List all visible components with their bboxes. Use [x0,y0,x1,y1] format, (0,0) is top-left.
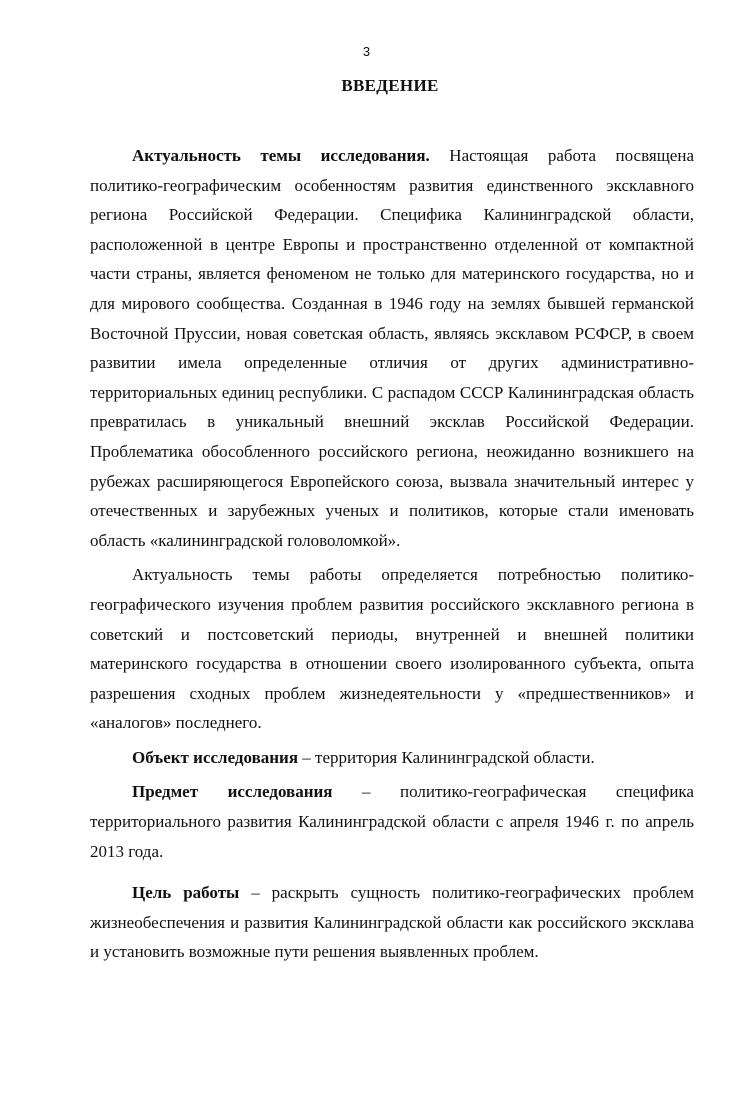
paragraph-relevance [90,141,694,555]
subject-text: – политико-географическая специфика территориального развития Калининградской области с апреля 1946 г. по апрель 2013 года. [90,782,694,861]
page-number: 3 [362,44,371,59]
relevance-label: Актуальность темы исследования. [132,146,430,165]
paragraph-subject [90,777,694,866]
goal-text: – раскрыть сущность политико-географических проблем жизнеобеспечения и развития Калининградской области как российского эксклава и установить возможные пути решения выявленных проблем. [90,883,694,962]
document-body [90,141,694,967]
subject-label: Предмет исследования [132,782,333,802]
object-label: Объект исследования [132,747,299,767]
page-title: ВВЕДЕНИЕ [341,76,439,95]
relevance-work-text: Актуальность темы работы определяется потребностью политико-географического изучения проблем развития российского эксклавного региона в советский и постсоветский периоды, внутренней и внешней политики материнского государства в отношении своего изолированного субъекта, опыта разрешения сходных проблем жизнедеятельности у «предшественников» и «аналогов» последнего. [90,565,694,733]
object-text: – территория Калининградской области. [298,747,595,767]
relevance-text: Настоящая работа посвящена политико-географическим особенностям развития единственного эксклавного региона Российской Федерации. Специфика Калининградской области, расположенной в центре Европы и пространственно отделенной от компактной части страны, является феноменом не только для материнского государства, но и для мирового сообщества. Созданная в 1946 году на землях бывшей германской Восточной Пруссии, новая советская область, являясь эксклавом РСФСР, в своем развитии имела определенные отличия от других административно-территориальных единиц республики. С распадом СССР Калининградская область превратилась в уникальный внешний эксклав Российской Федерации. Проблематика обособленного российского региона, неожиданно возникшего на рубежах расширяющегося Европейского союза, вызвала значительный интерес у отечественных и зарубежных ученых и политиков, которые стали именовать область «калининградской головоломкой». [90,146,694,550]
paragraph-goal [90,878,694,967]
paragraph-object [90,743,694,773]
goal-label: Цель работы [132,883,240,903]
paragraph-relevance-work [90,560,694,738]
